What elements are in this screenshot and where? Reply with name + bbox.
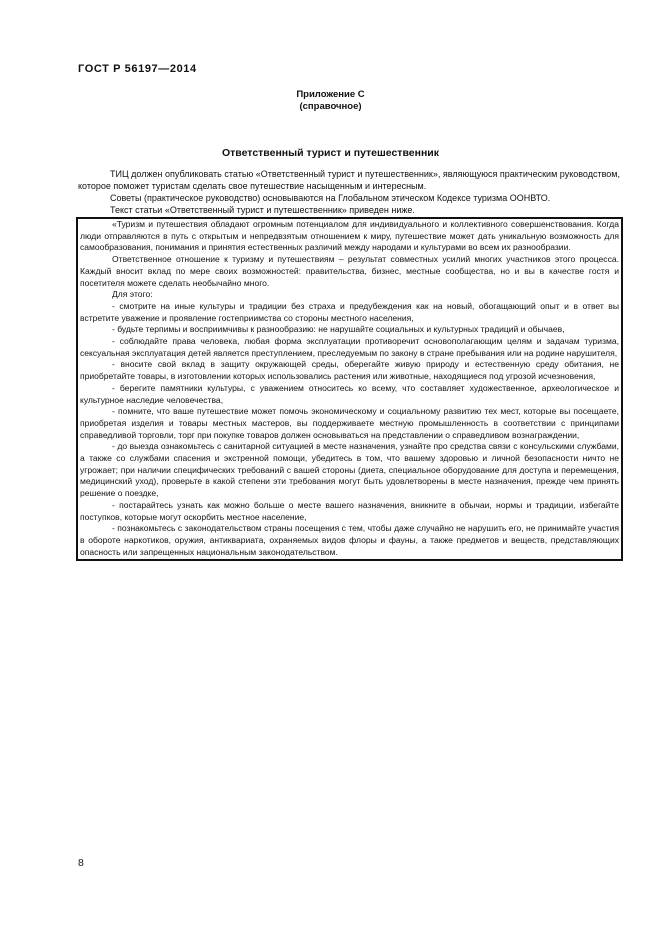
article-paragraph: Для этого:: [112, 289, 153, 300]
intro-section: [78, 168, 620, 216]
article-paragraph: «Туризм и путешествия обладают огромным потенциалом для индивидуального и коллективного совершенствования. Когда люди отправляются в путь с открытым и непредвзятым отношением к миру, путешествие может дать уникальную возможность для самообразования, понимания и принятия естественных различий между народами и культурами во всем их разнообразии.: [80, 219, 619, 253]
page-number: 8: [78, 857, 84, 869]
appendix-subtitle: (справочное): [299, 101, 362, 112]
article-list-item: - берегите памятники культуры, с уважением относитесь ко всему, что составляет художественное, археологическое и культурное наследие человечества,: [80, 382, 619, 405]
article-list-item: - будьте терпимы и восприимчивы к разнообразию: не нарушайте социальных и культурных традиций и обычаев,: [112, 324, 565, 335]
article-list-item: - вносите свой вклад в защиту окружающей среды, оберегайте живую природу и естественную среду обитания, не приобретайте товары, в изготовлении которых использовались растения или животные, находящиеся под угрозой исчезновения,: [80, 359, 619, 382]
intro-paragraph: Советы (практическое руководство) основываются на Глобальном этическом Кодексе туризма ООНВТО.: [110, 193, 551, 203]
appendix-title: Приложение С: [296, 89, 365, 100]
document-title: Ответственный турист и путешественник: [221, 147, 439, 159]
article-list-item: - познакомьтесь с законодательством страны посещения с тем, чтобы даже случайно не нарушить его, не принимайте участия в обороте наркотиков, оружия, антиквариата, охраняемых видов флоры и фауны, а также предметов и веществ, представляющих опасность или запрещенных национальным законодательством.: [80, 523, 619, 557]
intro-paragraph: ТИЦ должен опубликовать статью «Ответственный турист и путешественник», являющуюся практическим руководством, которое поможет туристам сделать свое путешествие насыщенным и интересным.: [78, 169, 620, 191]
article-list-item: - помните, что ваше путешествие может помочь экономическому и социальному развитию тех мест, которые вы посещаете, приобретая изделия и товары местных мастеров, вы поддерживаете местную промышленность в соответствии с принципами справедливой торговли, торг при покупке товаров должен основываться на представлении о справедливом вознаграждении,: [80, 406, 619, 440]
article-list-item: - до выезда ознакомьтесь с санитарной ситуацией в месте назначения, узнайте про средства связи с консульскими службами, а также со службами спасения и экстренной помощи, убедитесь в том, что вашему здоровью и личной безопасности ничто не угрожает; при наличии специфических требований с вашей стороны (диета, специальное оборудование для доступа и перемещения, медицинский уход), проверьте в какой степени эти требования могут быть удовлетворены в месте назначения, прежде чем принять решение о поездке,: [80, 441, 619, 499]
intro-paragraph: Текст статьи «Ответственный турист и путешественник» приведен ниже.: [110, 205, 415, 215]
article-list-item: - постарайтесь узнать как можно больше о месте вашего назначения, вникните в обычаи, нормы и традиции, избегайте поступков, которые могут оскорбить местное население,: [80, 499, 619, 522]
standard-number: ГОСТ Р 56197—2014: [78, 63, 197, 75]
article-frame: [76, 217, 623, 561]
article-paragraph: Ответственное отношение к туризму и путешествиям – результат совместных усилий многих участников этого процесса. Каждый вносит вклад по мере своих возможностей: правительства, бизнес, местные сообщества, но и вы в качестве гостя и посетителя можете сделать необычайно много.: [80, 254, 619, 288]
article-list-item: - смотрите на иные культуры и традиции без страха и предубеждения как на новый, обогащающий опыт и в ответ вы встретите уважение и проявление гостеприимства со стороны местного населения,: [80, 300, 619, 323]
article-list-item: - соблюдайте права человека, любая форма эксплуатации противоречит основополагающим целям и задачам туризма, сексуальная эксплуатация детей является преступлением, преследуемым по закону в стране пребывания или на родине нарушителя,: [80, 336, 619, 358]
